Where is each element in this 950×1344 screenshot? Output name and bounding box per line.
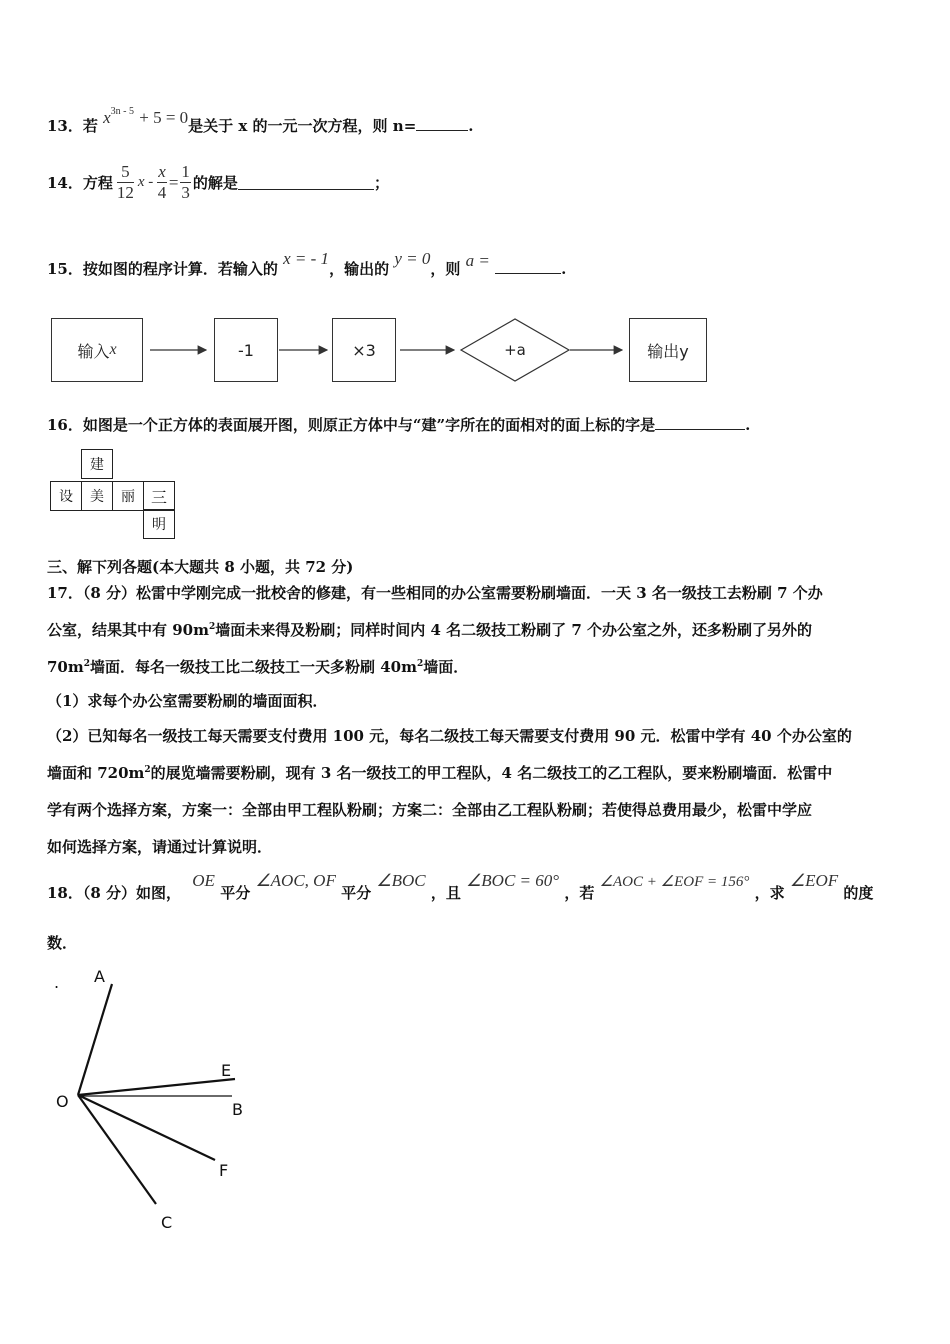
flow-times-box: ×3	[332, 318, 396, 382]
net-cell-ming: 明	[143, 509, 175, 539]
q13-number: 13．若	[47, 117, 98, 135]
q14-x-minus: x -	[137, 174, 154, 190]
q18-line-1: 18．（8 分）如图， OE 平分 ∠AOC, OF 平分 ∠BOC ，且 ∠BOC = 60° ，若 ∠AOC + ∠EOF = 156° ，求 ∠EOF 的度	[47, 871, 874, 902]
label-e: E	[221, 1061, 232, 1080]
flow-minus-box: -1	[214, 318, 278, 382]
q18-math-boc: ∠BOC	[376, 871, 426, 890]
label-b: B	[232, 1100, 243, 1119]
label-o: O	[56, 1092, 69, 1111]
net-cell-jian: 建	[81, 449, 113, 479]
q17-sup-4: 2	[144, 765, 151, 775]
q14-frac3: $\frac{1}{3}$	[181, 162, 190, 202]
q13-answer-blank	[416, 116, 468, 131]
net-cell-mei: 美	[81, 481, 113, 511]
ray-oa	[78, 984, 112, 1095]
q16-text: 16．如图是一个正方体的表面展开图，则原正方体中与“建”字所在的面相对的面上标的字是	[47, 416, 656, 434]
q17-part-1: （1）求每个办公室需要粉刷的墙面面积．	[47, 692, 328, 710]
flow-input-label: 输入	[77, 341, 110, 361]
flow-input-var: x	[109, 341, 117, 358]
label-f: F	[219, 1161, 229, 1180]
q14-line	[47, 162, 389, 203]
q13-line	[47, 106, 474, 136]
q17-part-2-line-2: 墙面和 $720m^2$的展览墙需要粉刷，现有 3 名一级技工的甲工程队，4 名二级技工的乙工程队，要来粉刷墙面．松雷中	[47, 764, 833, 782]
q16-line	[47, 414, 750, 435]
q14-frac1: $\frac{5}{12}$	[116, 162, 134, 202]
q17-part-2-line-3: 学有两个选择方案，方案一：全部由甲工程队粉刷；方案二：全部由乙工程队粉刷；若使得总费用最少，松雷中学应	[47, 801, 813, 819]
q15-text2: ，输出的	[329, 260, 390, 278]
net-cell-li: 丽	[112, 481, 144, 511]
q14-answer-blank	[238, 175, 374, 190]
q14-frac2: $\frac{x}{4}$	[157, 162, 167, 202]
q13-expr-base: x	[103, 108, 111, 127]
label-c: C	[161, 1213, 173, 1232]
q16-end: .	[745, 416, 751, 434]
q18-math-aoc-of: ∠AOC, OF	[255, 871, 336, 890]
q15-math-x: x = - 1	[283, 249, 330, 268]
q15-number: 15．按如图的程序计算．若输入的	[47, 260, 278, 278]
q13-expr-exp: 3n - 5	[110, 106, 134, 117]
q14-text: 的解是	[192, 174, 238, 192]
q18-math-eof: ∠EOF	[789, 871, 839, 890]
angle-figure	[40, 955, 270, 1245]
net-cell-she: 设	[50, 481, 82, 511]
fig-dot: .	[54, 973, 60, 992]
q17-sup-3: 2	[417, 659, 424, 669]
q17-part-2-line-1: （2）已知每名一级技工每天需要支付费用 100 元，每名二级技工每天需要支付费用 90 元．松雷中学有 40 个办公室的	[47, 727, 852, 745]
ray-oe	[78, 1079, 235, 1095]
q17-sup-1: 2	[208, 622, 216, 632]
q15-line	[47, 249, 567, 279]
q17-part-2-line-4: 如何选择方案，请通过计算说明．	[47, 838, 273, 856]
q17-line-1: 17．（8 分）松雷中学刚完成一批校舍的修建，有一些相同的办公室需要粉刷墙面．一天 3 名一级技工去粉刷 7 个办	[47, 584, 823, 602]
q18-line-2: 数．	[47, 934, 78, 952]
net-cell-san: 三	[143, 481, 175, 511]
q15-math-y: y = 0	[394, 249, 431, 268]
ray-oc	[78, 1095, 156, 1204]
label-a: A	[94, 967, 105, 986]
q13-text: 是关于 x 的一元一次方程，则 n=	[188, 117, 417, 135]
q18-math-boc-60: ∠BOC = 60°	[466, 871, 560, 890]
q13-expr-rest: + 5 = 0	[139, 108, 189, 127]
q13-end: .	[468, 117, 474, 135]
q14-number: 14．方程	[47, 174, 113, 192]
q14-equals: =	[168, 172, 179, 192]
q15-text3: ，则	[430, 260, 461, 278]
q18-math-sum: ∠AOC + ∠EOF = 156°	[599, 874, 750, 890]
q15-math-a: a =	[465, 251, 490, 270]
q17-line-3: $70m^2$墙面．每名一级技工比二级技工一天多粉刷 $40m^2$墙面．	[47, 658, 469, 676]
q14-end: ；	[373, 174, 389, 192]
q18-math-oe: OE	[192, 871, 215, 890]
flow-output-box: 输出y	[629, 318, 707, 382]
q17-sup-2: 2	[83, 659, 91, 669]
section-3-heading: 三、解下列各题(本大题共 8 小题，共 72 分)	[47, 558, 354, 576]
ray-of	[78, 1095, 215, 1160]
q17-line-2: 公室，结果其中有 $90m^2$墙面未来得及粉刷；同样时间内 4 名二级技工粉刷了 7 个办公室之外，还多粉刷了另外的	[47, 621, 813, 639]
q15-answer-blank	[495, 259, 561, 274]
q15-end: .	[561, 260, 567, 278]
q16-answer-blank	[655, 415, 745, 430]
flow-plus-a-label: +a	[504, 341, 526, 359]
